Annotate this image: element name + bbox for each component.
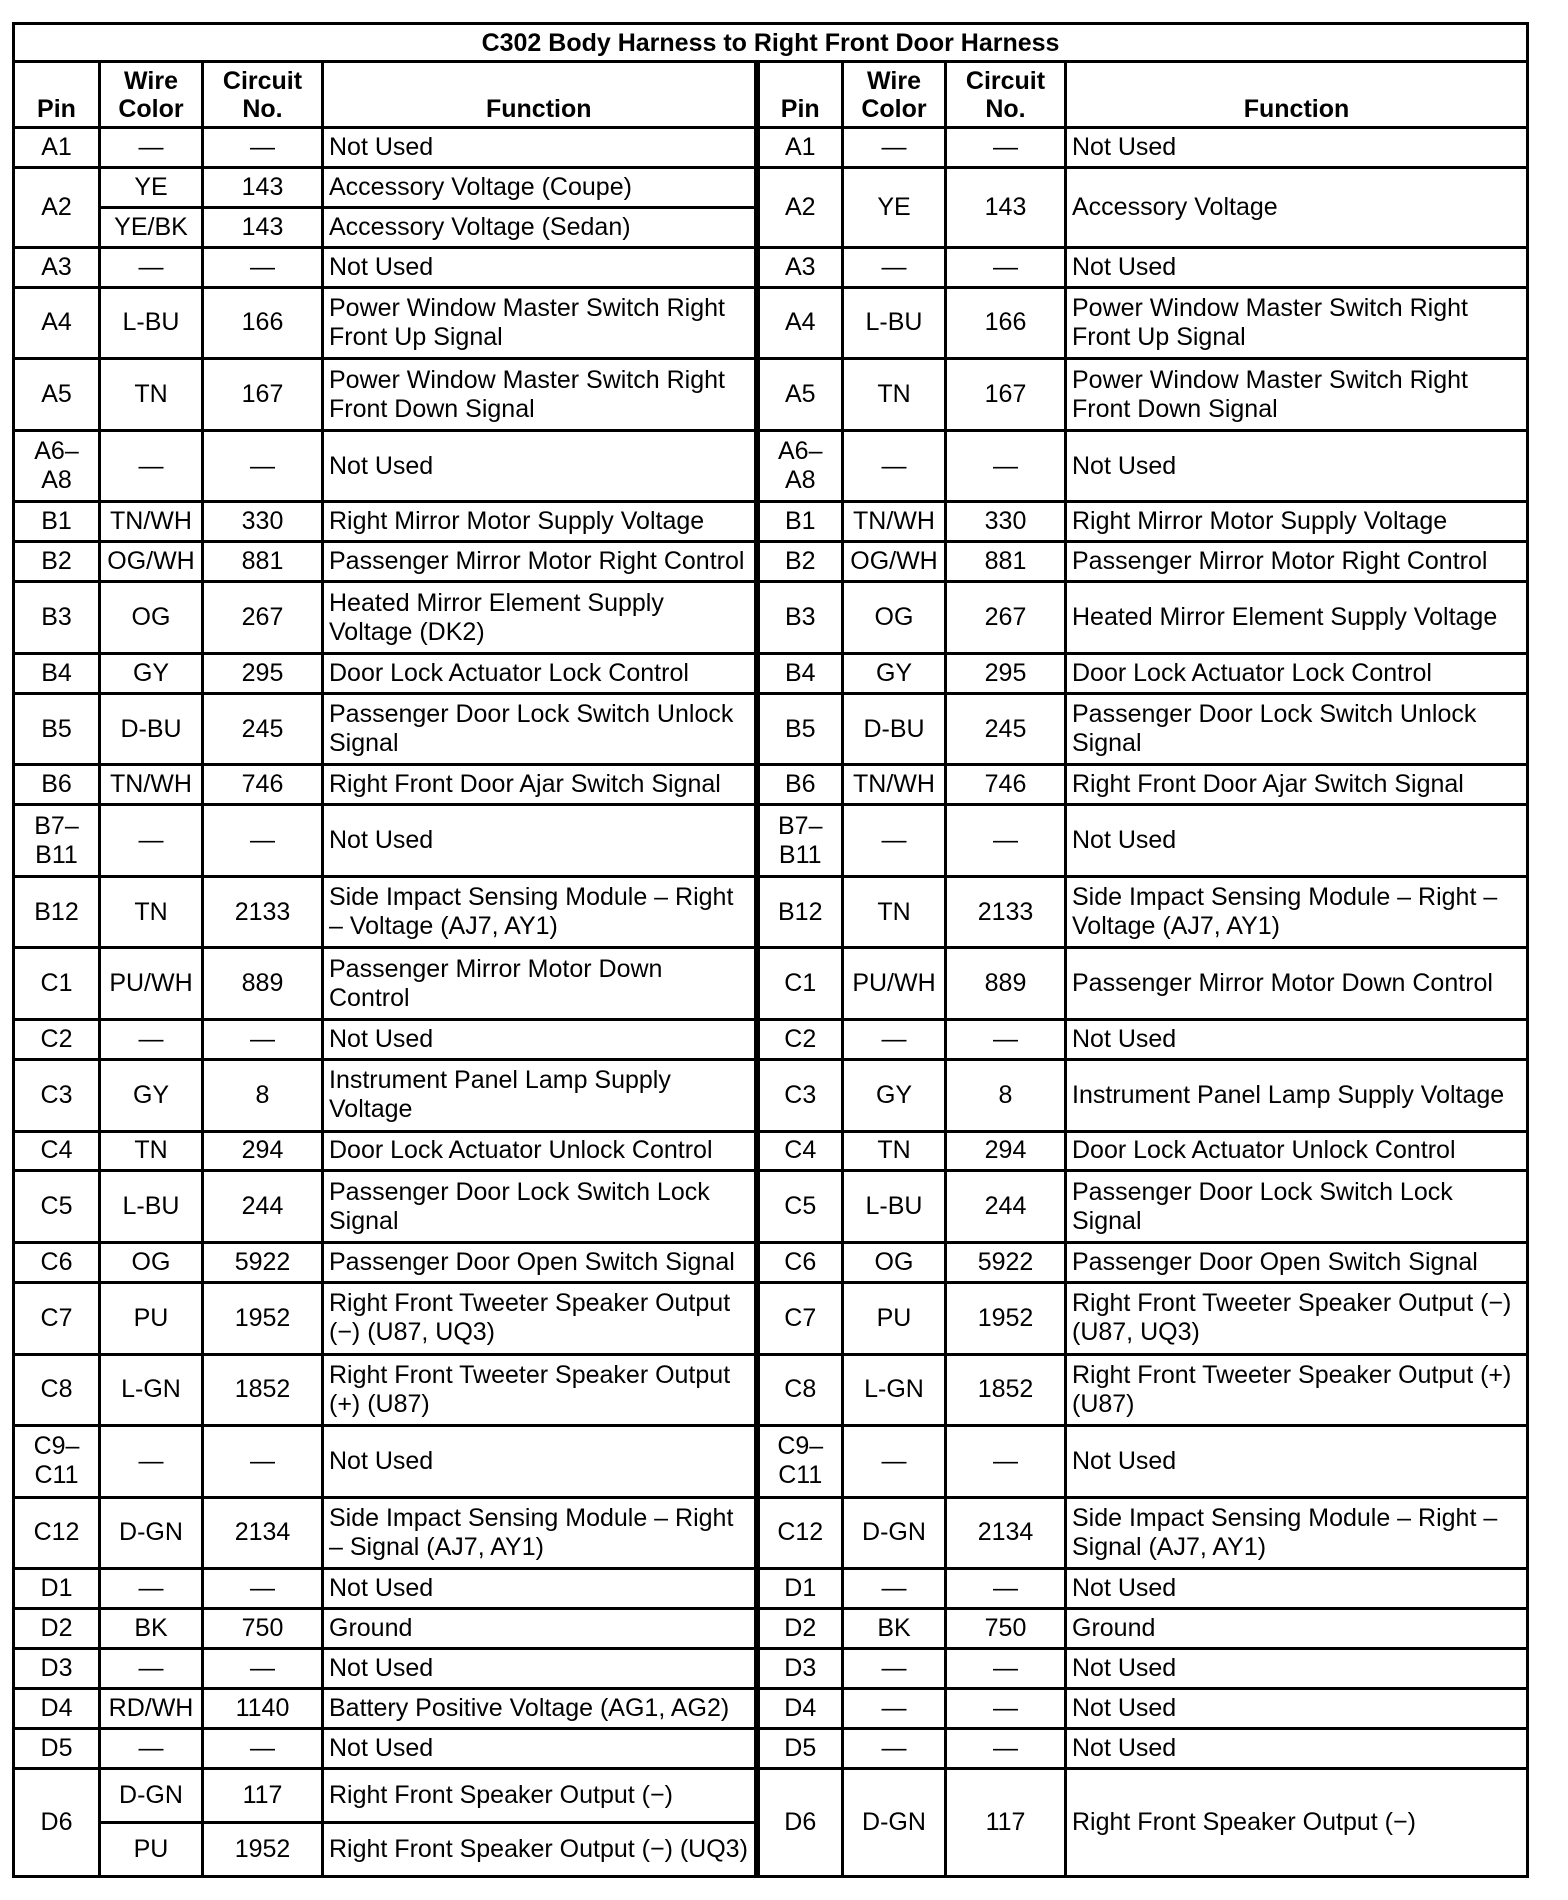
function-cell: Not Used	[1066, 1426, 1528, 1498]
pin-cell: C7	[14, 1282, 100, 1354]
wire-color-cell: TN/WH	[843, 502, 946, 542]
wire-color-cell: TN	[843, 876, 946, 948]
table-row	[14, 1649, 1528, 1689]
circuit-cell: 2133	[203, 876, 323, 948]
pin-cell: B3	[14, 582, 100, 654]
function-cell: Passenger Mirror Motor Right Control	[323, 542, 757, 582]
pin-cell: C9–C11	[757, 1426, 843, 1498]
table-row	[14, 1171, 1528, 1243]
wire-color-cell: YE	[843, 167, 946, 247]
table-row	[14, 1282, 1528, 1354]
function-cell: Power Window Master Switch Right Front Down Signal	[1066, 359, 1528, 431]
pin-cell: A2	[757, 167, 843, 247]
function-cell: Instrument Panel Lamp Supply Voltage	[1066, 1059, 1528, 1131]
function-cell: Not Used	[1066, 128, 1528, 168]
pin-cell: C2	[757, 1020, 843, 1060]
table-row	[14, 1426, 1528, 1498]
pin-cell: B7–B11	[757, 805, 843, 877]
wire-color-cell: —	[843, 805, 946, 877]
wire-color-cell: —	[843, 1426, 946, 1498]
table-row	[14, 1768, 1528, 1822]
circuit-cell: 750	[946, 1609, 1066, 1649]
pin-cell: A4	[757, 287, 843, 359]
circuit-cell: —	[946, 1020, 1066, 1060]
circuit-cell: 295	[946, 653, 1066, 693]
function-cell: Side Impact Sensing Module – Right – Signal (AJ7, AY1)	[1066, 1497, 1528, 1569]
wire-color-cell: —	[100, 1649, 203, 1689]
pin-cell: B4	[757, 653, 843, 693]
pin-cell: A1	[14, 128, 100, 168]
function-cell: Door Lock Actuator Lock Control	[1066, 653, 1528, 693]
header-wire-color: Wire Color	[843, 62, 946, 128]
function-cell: Right Front Speaker Output (−)	[323, 1768, 757, 1822]
pin-cell: D1	[14, 1569, 100, 1609]
circuit-cell: 2133	[946, 876, 1066, 948]
circuit-cell: 294	[203, 1131, 323, 1171]
function-cell: Right Front Tweeter Speaker Output (+) (U87)	[323, 1354, 757, 1426]
circuit-cell: —	[946, 1569, 1066, 1609]
table-row	[14, 1354, 1528, 1426]
circuit-cell: 1952	[203, 1822, 323, 1876]
circuit-cell: 295	[203, 653, 323, 693]
circuit-cell: 1852	[203, 1354, 323, 1426]
wire-color-cell: D-GN	[843, 1497, 946, 1569]
wire-color-cell: OG/WH	[100, 542, 203, 582]
circuit-cell: 330	[203, 502, 323, 542]
pin-cell: C7	[757, 1282, 843, 1354]
function-cell: Passenger Mirror Motor Down Control	[1066, 948, 1528, 1020]
wire-color-cell: —	[100, 430, 203, 502]
wire-color-cell: L-BU	[843, 287, 946, 359]
circuit-cell: 244	[946, 1171, 1066, 1243]
table-row	[14, 287, 1528, 359]
function-cell: Ground	[1066, 1609, 1528, 1649]
circuit-cell: —	[203, 430, 323, 502]
wire-color-cell: D-GN	[843, 1768, 946, 1876]
table-row	[14, 876, 1528, 948]
table-row	[14, 542, 1528, 582]
table-row	[14, 1497, 1528, 1569]
function-cell: Heated Mirror Element Supply Voltage	[1066, 582, 1528, 654]
circuit-cell: 5922	[203, 1243, 323, 1283]
pin-cell: D6	[14, 1768, 100, 1876]
table-row	[14, 948, 1528, 1020]
wire-color-cell: L-BU	[100, 287, 203, 359]
table-title: C302 Body Harness to Right Front Door Harness	[14, 24, 1528, 62]
pin-cell: C8	[757, 1354, 843, 1426]
pin-cell: A3	[757, 247, 843, 287]
table-row	[14, 653, 1528, 693]
circuit-cell: 167	[203, 359, 323, 431]
function-cell: Not Used	[1066, 430, 1528, 502]
function-cell: Door Lock Actuator Unlock Control	[323, 1131, 757, 1171]
circuit-cell: 267	[203, 582, 323, 654]
function-cell: Ground	[323, 1609, 757, 1649]
pin-cell: C3	[14, 1059, 100, 1131]
pin-cell: C5	[757, 1171, 843, 1243]
table-row	[14, 1689, 1528, 1729]
pin-cell: A1	[757, 128, 843, 168]
circuit-cell: 750	[203, 1609, 323, 1649]
table-row	[14, 805, 1528, 877]
wire-color-cell: BK	[843, 1609, 946, 1649]
circuit-cell: 245	[203, 693, 323, 765]
circuit-cell: —	[946, 1689, 1066, 1729]
function-cell: Right Mirror Motor Supply Voltage	[323, 502, 757, 542]
table-row	[14, 502, 1528, 542]
pin-cell: B7–B11	[14, 805, 100, 877]
function-cell: Passenger Door Open Switch Signal	[1066, 1243, 1528, 1283]
wire-color-cell: —	[843, 128, 946, 168]
pin-cell: C3	[757, 1059, 843, 1131]
pin-cell: C4	[757, 1131, 843, 1171]
pin-cell: C4	[14, 1131, 100, 1171]
function-cell: Passenger Mirror Motor Right Control	[1066, 542, 1528, 582]
circuit-cell: 166	[946, 287, 1066, 359]
pin-cell: C12	[757, 1497, 843, 1569]
pin-cell: C6	[757, 1243, 843, 1283]
function-cell: Not Used	[323, 1426, 757, 1498]
pin-cell: B2	[14, 542, 100, 582]
pin-cell: D2	[14, 1609, 100, 1649]
circuit-cell: —	[946, 1426, 1066, 1498]
header-pin: Pin	[14, 62, 100, 128]
wire-color-cell: —	[100, 805, 203, 877]
table-row	[14, 1020, 1528, 1060]
table-row	[14, 359, 1528, 431]
circuit-cell: 746	[203, 765, 323, 805]
connector-pinout-table	[12, 22, 1529, 1878]
circuit-cell: —	[203, 1569, 323, 1609]
circuit-cell: —	[203, 247, 323, 287]
function-cell: Not Used	[323, 1728, 757, 1768]
header-function: Function	[1066, 62, 1528, 128]
pin-cell: D4	[757, 1689, 843, 1729]
function-cell: Accessory Voltage (Sedan)	[323, 207, 757, 247]
wire-color-cell: GY	[843, 1059, 946, 1131]
wire-color-cell: TN	[843, 359, 946, 431]
pin-cell: B5	[757, 693, 843, 765]
wire-color-cell: OG	[100, 582, 203, 654]
wire-color-cell: YE/BK	[100, 207, 203, 247]
pin-cell: C1	[14, 948, 100, 1020]
wire-color-cell: —	[100, 247, 203, 287]
wire-color-cell: —	[100, 128, 203, 168]
wire-color-cell: —	[100, 1728, 203, 1768]
wire-color-cell: —	[843, 1020, 946, 1060]
pin-cell: A6–A8	[14, 430, 100, 502]
wire-color-cell: —	[843, 1728, 946, 1768]
circuit-cell: —	[203, 1020, 323, 1060]
table-row	[14, 247, 1528, 287]
circuit-cell: 245	[946, 693, 1066, 765]
circuit-cell: 143	[203, 207, 323, 247]
wire-color-cell: BK	[100, 1609, 203, 1649]
header-function: Function	[323, 62, 757, 128]
pin-cell: B12	[14, 876, 100, 948]
wire-color-cell: PU/WH	[843, 948, 946, 1020]
function-cell: Not Used	[1066, 1728, 1528, 1768]
pin-cell: C1	[757, 948, 843, 1020]
wire-color-cell: TN/WH	[843, 765, 946, 805]
function-cell: Not Used	[323, 805, 757, 877]
circuit-cell: 143	[203, 167, 323, 207]
circuit-cell: 889	[203, 948, 323, 1020]
wire-color-cell: D-GN	[100, 1768, 203, 1822]
circuit-cell: 2134	[203, 1497, 323, 1569]
function-cell: Accessory Voltage	[1066, 167, 1528, 247]
circuit-cell: —	[203, 1426, 323, 1498]
function-cell: Side Impact Sensing Module – Right – Voltage (AJ7, AY1)	[323, 876, 757, 948]
function-cell: Not Used	[323, 128, 757, 168]
pin-cell: C12	[14, 1497, 100, 1569]
function-cell: Passenger Door Open Switch Signal	[323, 1243, 757, 1283]
circuit-cell: —	[946, 805, 1066, 877]
pin-cell: D6	[757, 1768, 843, 1876]
wire-color-cell: L-BU	[843, 1171, 946, 1243]
pin-cell: A2	[14, 167, 100, 247]
circuit-cell: —	[946, 247, 1066, 287]
wire-color-cell: GY	[100, 1059, 203, 1131]
pin-cell: B6	[757, 765, 843, 805]
function-cell: Not Used	[323, 247, 757, 287]
function-cell: Door Lock Actuator Lock Control	[323, 653, 757, 693]
function-cell: Battery Positive Voltage (AG1, AG2)	[323, 1689, 757, 1729]
circuit-cell: 881	[203, 542, 323, 582]
circuit-cell: —	[946, 1649, 1066, 1689]
table-row	[14, 128, 1528, 168]
wire-color-cell: RD/WH	[100, 1689, 203, 1729]
wire-color-cell: OG	[843, 1243, 946, 1283]
table-row	[14, 765, 1528, 805]
pin-cell: B2	[757, 542, 843, 582]
pin-cell: D3	[757, 1649, 843, 1689]
circuit-cell: 1852	[946, 1354, 1066, 1426]
wire-color-cell: L-GN	[843, 1354, 946, 1426]
wire-color-cell: L-BU	[100, 1171, 203, 1243]
pin-cell: A5	[757, 359, 843, 431]
wire-color-cell: YE	[100, 167, 203, 207]
table-row	[14, 1609, 1528, 1649]
pin-cell: C9–C11	[14, 1426, 100, 1498]
circuit-cell: 8	[203, 1059, 323, 1131]
circuit-cell: —	[203, 1649, 323, 1689]
function-cell: Side Impact Sensing Module – Right – Signal (AJ7, AY1)	[323, 1497, 757, 1569]
function-cell: Right Front Speaker Output (−)	[1066, 1768, 1528, 1876]
wire-color-cell: —	[843, 1569, 946, 1609]
wire-color-cell: D-BU	[843, 693, 946, 765]
function-cell: Right Front Tweeter Speaker Output (+) (U87)	[1066, 1354, 1528, 1426]
wire-color-cell: PU	[100, 1282, 203, 1354]
wire-color-cell: —	[843, 1649, 946, 1689]
pin-cell: C8	[14, 1354, 100, 1426]
circuit-cell: 117	[203, 1768, 323, 1822]
pin-cell: B12	[757, 876, 843, 948]
pin-cell: C2	[14, 1020, 100, 1060]
header-pin: Pin	[757, 62, 843, 128]
function-cell: Passenger Door Lock Switch Unlock Signal	[323, 693, 757, 765]
function-cell: Instrument Panel Lamp Supply Voltage	[323, 1059, 757, 1131]
function-cell: Passenger Door Lock Switch Unlock Signal	[1066, 693, 1528, 765]
circuit-cell: 167	[946, 359, 1066, 431]
wire-color-cell: —	[843, 247, 946, 287]
pin-cell: A5	[14, 359, 100, 431]
function-cell: Passenger Door Lock Switch Lock Signal	[1066, 1171, 1528, 1243]
circuit-cell: —	[946, 1728, 1066, 1768]
circuit-cell: —	[203, 1728, 323, 1768]
function-cell: Door Lock Actuator Unlock Control	[1066, 1131, 1528, 1171]
function-cell: Not Used	[323, 430, 757, 502]
circuit-cell: 267	[946, 582, 1066, 654]
table-row	[14, 1728, 1528, 1768]
table-row	[14, 1059, 1528, 1131]
wire-color-cell: D-BU	[100, 693, 203, 765]
wire-color-cell: GY	[843, 653, 946, 693]
function-cell: Right Front Door Ajar Switch Signal	[323, 765, 757, 805]
function-cell: Not Used	[1066, 1649, 1528, 1689]
wire-color-cell: PU/WH	[100, 948, 203, 1020]
function-cell: Not Used	[1066, 1689, 1528, 1729]
function-cell: Power Window Master Switch Right Front Up Signal	[1066, 287, 1528, 359]
table-body	[14, 128, 1528, 1877]
circuit-cell: 244	[203, 1171, 323, 1243]
table-row	[14, 430, 1528, 502]
circuit-cell: 1952	[203, 1282, 323, 1354]
function-cell: Not Used	[1066, 805, 1528, 877]
pin-cell: C6	[14, 1243, 100, 1283]
wire-color-cell: GY	[100, 653, 203, 693]
pin-cell: D3	[14, 1649, 100, 1689]
function-cell: Not Used	[1066, 1569, 1528, 1609]
table-row	[14, 1243, 1528, 1283]
function-cell: Not Used	[1066, 1020, 1528, 1060]
circuit-cell: 1140	[203, 1689, 323, 1729]
wire-color-cell: D-GN	[100, 1497, 203, 1569]
pin-cell: B6	[14, 765, 100, 805]
function-cell: Passenger Mirror Motor Down Control	[323, 948, 757, 1020]
function-cell: Right Mirror Motor Supply Voltage	[1066, 502, 1528, 542]
function-cell: Power Window Master Switch Right Front Down Signal	[323, 359, 757, 431]
circuit-cell: 881	[946, 542, 1066, 582]
wire-color-cell: OG/WH	[843, 542, 946, 582]
circuit-cell: 8	[946, 1059, 1066, 1131]
function-cell: Right Front Tweeter Speaker Output (−) (U87, UQ3)	[323, 1282, 757, 1354]
wire-color-cell: TN	[100, 876, 203, 948]
wire-color-cell: OG	[843, 582, 946, 654]
header-circuit-no: Circuit No.	[203, 62, 323, 128]
pin-cell: B5	[14, 693, 100, 765]
pin-cell: A6–A8	[757, 430, 843, 502]
pin-cell: A4	[14, 287, 100, 359]
function-cell: Not Used	[323, 1020, 757, 1060]
pin-cell: D2	[757, 1609, 843, 1649]
circuit-cell: —	[946, 128, 1066, 168]
function-cell: Not Used	[323, 1649, 757, 1689]
function-cell: Right Front Door Ajar Switch Signal	[1066, 765, 1528, 805]
pin-cell: B1	[757, 502, 843, 542]
wire-color-cell: TN	[100, 359, 203, 431]
circuit-cell: —	[946, 430, 1066, 502]
circuit-cell: 889	[946, 948, 1066, 1020]
wire-color-cell: —	[843, 1689, 946, 1729]
wire-color-cell: PU	[843, 1282, 946, 1354]
table-row	[14, 167, 1528, 207]
wire-color-cell: TN	[843, 1131, 946, 1171]
circuit-cell: 117	[946, 1768, 1066, 1876]
function-cell: Right Front Tweeter Speaker Output (−) (U87, UQ3)	[1066, 1282, 1528, 1354]
wire-color-cell: PU	[100, 1822, 203, 1876]
wire-color-cell: L-GN	[100, 1354, 203, 1426]
pin-cell: B4	[14, 653, 100, 693]
pin-cell: B1	[14, 502, 100, 542]
pin-cell: D5	[14, 1728, 100, 1768]
circuit-cell: 1952	[946, 1282, 1066, 1354]
table-row	[14, 693, 1528, 765]
wire-color-cell: —	[100, 1020, 203, 1060]
circuit-cell: 166	[203, 287, 323, 359]
header-wire-color: Wire Color	[100, 62, 203, 128]
circuit-cell: 2134	[946, 1497, 1066, 1569]
wire-color-cell: —	[843, 430, 946, 502]
wire-color-cell: TN	[100, 1131, 203, 1171]
wire-color-cell: TN/WH	[100, 765, 203, 805]
pin-cell: C5	[14, 1171, 100, 1243]
circuit-cell: 746	[946, 765, 1066, 805]
table-row	[14, 1131, 1528, 1171]
function-cell: Not Used	[323, 1569, 757, 1609]
wire-color-cell: —	[100, 1569, 203, 1609]
circuit-cell: 143	[946, 167, 1066, 247]
circuit-cell: 294	[946, 1131, 1066, 1171]
circuit-cell: 5922	[946, 1243, 1066, 1283]
header-circuit-no: Circuit No.	[946, 62, 1066, 128]
function-cell: Power Window Master Switch Right Front Up Signal	[323, 287, 757, 359]
function-cell: Heated Mirror Element Supply Voltage (DK2)	[323, 582, 757, 654]
table-row	[14, 582, 1528, 654]
circuit-cell: —	[203, 128, 323, 168]
function-cell: Right Front Speaker Output (−) (UQ3)	[323, 1822, 757, 1876]
circuit-cell: —	[203, 805, 323, 877]
pin-cell: B3	[757, 582, 843, 654]
circuit-cell: 330	[946, 502, 1066, 542]
function-cell: Side Impact Sensing Module – Right – Voltage (AJ7, AY1)	[1066, 876, 1528, 948]
pin-cell: D1	[757, 1569, 843, 1609]
table-row	[14, 1569, 1528, 1609]
pin-cell: D5	[757, 1728, 843, 1768]
wire-color-cell: OG	[100, 1243, 203, 1283]
wire-color-cell: —	[100, 1426, 203, 1498]
wire-color-cell: TN/WH	[100, 502, 203, 542]
function-cell: Not Used	[1066, 247, 1528, 287]
function-cell: Accessory Voltage (Coupe)	[323, 167, 757, 207]
pin-cell: A3	[14, 247, 100, 287]
pin-cell: D4	[14, 1689, 100, 1729]
function-cell: Passenger Door Lock Switch Lock Signal	[323, 1171, 757, 1243]
